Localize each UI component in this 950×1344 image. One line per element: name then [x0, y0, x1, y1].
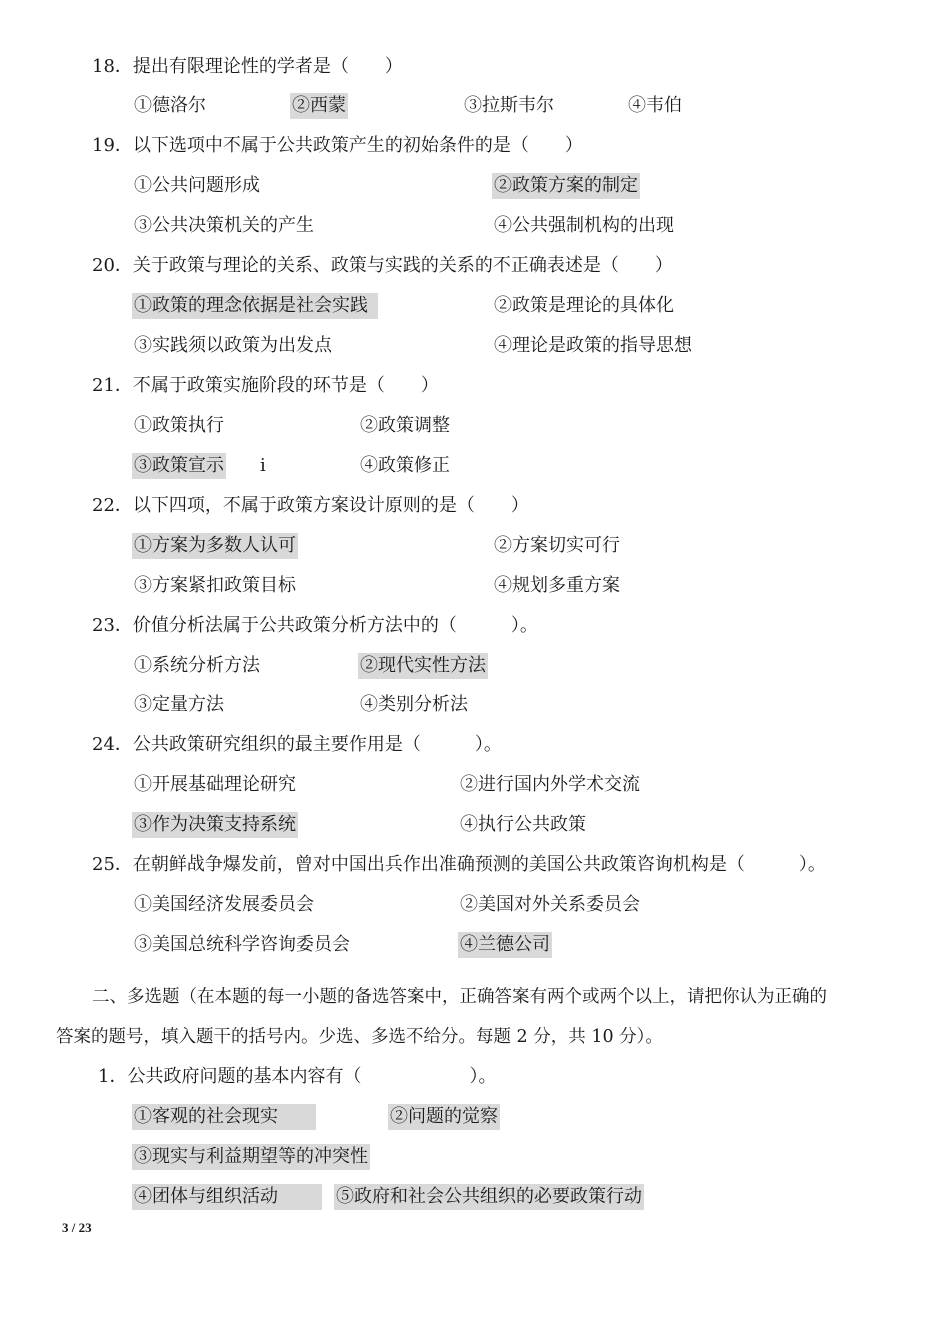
q18-option-1: ①德洛尔 — [134, 95, 206, 116]
q24-option-3: ③作为决策支持系统 — [132, 812, 298, 838]
q24-option-2: ②进行国内外学术交流 — [460, 774, 640, 795]
question-21-stem: 21．不属于政策实施阶段的环节是（ ） — [92, 375, 439, 396]
multi1-option-3: ③现实与利益期望等的冲突性 — [132, 1144, 370, 1170]
q19-option-4: ④公共强制机构的出现 — [494, 215, 674, 236]
q18-option-2: ②西蒙 — [290, 93, 348, 119]
q20-option-4: ④理论是政策的指导思想 — [494, 335, 692, 356]
q20-option-3: ③实践须以政策为出发点 — [134, 335, 332, 356]
section2-heading-cont: 答案的题号，填入题干的括号内。少选、多选不给分。每题 2 分，共 10 分）。 — [56, 1027, 663, 1047]
q21-option-4: ④政策修正 — [360, 455, 450, 476]
question-20-stem: 20．关于政策与理论的关系、政策与实践的关系的不正确表述是（ ） — [92, 255, 673, 276]
q22-option-2: ②方案切实可行 — [494, 535, 620, 556]
multi1-option-2: ②问题的觉察 — [388, 1104, 500, 1130]
q22-option-3: ③方案紧扣政策目标 — [134, 575, 296, 596]
q23-option-2: ②现代实性方法 — [358, 653, 488, 679]
q25-option-4: ④兰德公司 — [458, 932, 552, 958]
q22-option-1: ①方案为多数人认可 — [132, 533, 298, 559]
q25-option-2: ②美国对外关系委员会 — [460, 894, 640, 915]
q19-option-3: ③公共决策机关的产生 — [134, 215, 314, 236]
q23-option-3: ③定量方法 — [134, 694, 224, 715]
question-23-stem: 23．价值分析法属于公共政策分析方法中的（ ）。 — [92, 615, 538, 636]
q18-option-3: ③拉斯韦尔 — [464, 95, 554, 116]
q20-option-2: ②政策是理论的具体化 — [494, 295, 674, 316]
q22-option-4: ④规划多重方案 — [494, 575, 620, 596]
question-22-stem: 22．以下四项，不属于政策方案设计原则的是（ ） — [92, 495, 529, 516]
q21-option-2: ②政策调整 — [360, 415, 450, 436]
q18-option-4: ④韦伯 — [628, 95, 682, 116]
section2-heading: 二、多选题（在本题的每一小题的备选答案中，正确答案有两个或两个以上，请把你认为正确的 — [92, 987, 827, 1007]
q25-option-1: ①美国经济发展委员会 — [134, 894, 314, 915]
q25-option-3: ③美国总统科学咨询委员会 — [134, 934, 350, 955]
q21-option-3: ③政策宣示 — [132, 453, 226, 479]
question-18-stem: 18．提出有限理论性的学者是（ ） — [92, 56, 403, 77]
q19-option-2: ②政策方案的制定 — [492, 173, 640, 199]
multi1-option-4: ④团体与组织活动 — [132, 1184, 322, 1210]
multi-question-1-stem: 1．公共政府问题的基本内容有（ ）。 — [98, 1066, 497, 1087]
q21-stray-mark: i — [260, 455, 266, 476]
q23-option-1: ①系统分析方法 — [134, 655, 260, 676]
question-19-stem: 19．以下选项中不属于公共政策产生的初始条件的是（ ） — [92, 135, 583, 156]
q24-option-4: ④执行公共政策 — [460, 814, 586, 835]
q24-option-1: ①开展基础理论研究 — [134, 774, 296, 795]
multi1-option-5: ⑤政府和社会公共组织的必要政策行动 — [334, 1184, 644, 1210]
q21-option-1: ①政策执行 — [134, 415, 224, 436]
page-number: 3 / 23 — [62, 1220, 92, 1235]
multi1-option-1: ①客观的社会现实 — [132, 1104, 316, 1130]
q19-option-1: ①公共问题形成 — [134, 175, 260, 196]
q20-option-1: ①政策的理念依据是社会实践 — [132, 293, 378, 319]
question-25-stem: 25．在朝鲜战争爆发前，曾对中国出兵作出准确预测的美国公共政策咨询机构是（ ）。 — [92, 854, 826, 875]
q23-option-4: ④类别分析法 — [360, 694, 468, 715]
question-24-stem: 24．公共政策研究组织的最主要作用是（ ）。 — [92, 734, 502, 755]
